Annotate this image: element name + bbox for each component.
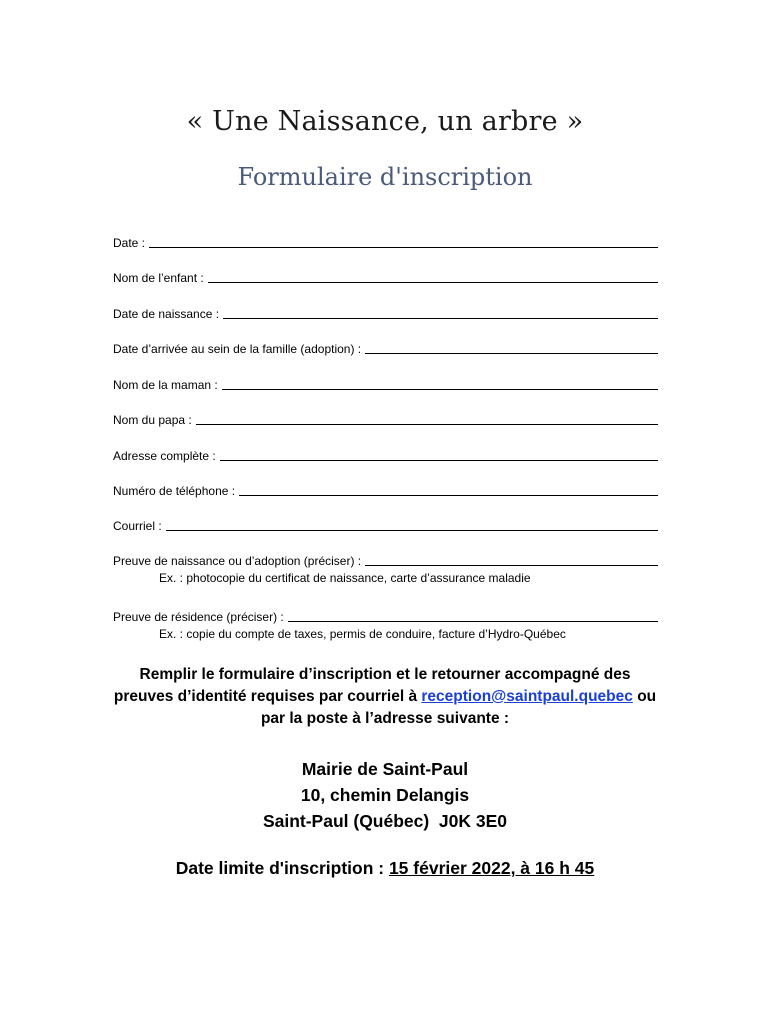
address-line-3: Saint-Paul (Québec) J0K 3E0 <box>262 811 508 831</box>
field-birth-date-line[interactable] <box>223 306 658 319</box>
field-residence-proof-label: Preuve de résidence (préciser) : <box>113 610 284 624</box>
field-arrival-date-line[interactable] <box>365 341 658 354</box>
example-residence-proof: Ex. : copie du compte de taxes, permis de conduire, facture d’Hydro-Québec <box>159 627 566 641</box>
instructions-line-3: par la poste à l’adresse suivante : <box>260 710 510 727</box>
field-email-line[interactable] <box>166 518 658 531</box>
email-link[interactable]: reception@saintpaul.quebec <box>421 688 633 705</box>
field-phone-label: Numéro de téléphone : <box>113 484 236 498</box>
field-date-line[interactable] <box>149 235 658 248</box>
field-birth-proof-label: Preuve de naissance ou d’adoption (préciser) : <box>113 554 362 568</box>
mailing-address <box>0 756 770 834</box>
field-birth-date <box>113 303 658 321</box>
field-address <box>113 445 658 463</box>
field-residence-proof-line[interactable] <box>288 609 658 622</box>
field-email-label: Courriel : <box>113 519 162 533</box>
form-subtitle: Formulaire d'inscription <box>237 163 533 191</box>
field-phone <box>113 480 658 498</box>
instructions-line-1: Remplir le formulaire d’inscription et le retourner accompagné des <box>139 666 631 683</box>
field-mother-name-line[interactable] <box>222 377 658 390</box>
field-date-label: Date : <box>113 236 146 250</box>
deadline-label: Date limite d'inscription : <box>175 858 389 878</box>
field-address-label: Adresse complète : <box>113 449 216 463</box>
field-arrival-date <box>113 338 658 356</box>
field-email <box>113 515 658 533</box>
field-arrival-date-label: Date d’arrivée au sein de la famille (adoption) : <box>113 342 362 356</box>
field-birth-proof-line[interactable] <box>365 553 658 566</box>
submission-instructions <box>60 664 710 730</box>
address-line-2: 10, chemin Delangis <box>300 785 470 805</box>
field-phone-line[interactable] <box>239 483 658 496</box>
field-mother-name <box>113 374 658 392</box>
form-title: « Une Naissance, un arbre » <box>186 106 584 137</box>
field-birth-date-label: Date de naissance : <box>113 307 220 321</box>
registration-deadline <box>0 858 770 879</box>
field-father-name-label: Nom du papa : <box>113 413 192 427</box>
field-residence-proof <box>113 606 658 624</box>
field-child-name-label: Nom de l’enfant : <box>113 271 204 285</box>
field-father-name <box>113 409 658 427</box>
field-date <box>113 232 658 250</box>
instructions-line-2-start: preuves d’identité requises par courriel à <box>113 688 422 705</box>
example-birth-proof: Ex. : photocopie du certificat de naissance, carte d’assurance maladie <box>159 571 531 585</box>
field-child-name <box>113 267 658 285</box>
field-mother-name-label: Nom de la maman : <box>113 378 218 392</box>
field-address-line[interactable] <box>220 448 658 461</box>
address-line-1: Mairie de Saint-Paul <box>301 759 469 779</box>
field-father-name-line[interactable] <box>196 412 658 425</box>
instructions-line-2-end: ou <box>632 688 657 705</box>
instructions-line-2 <box>60 686 710 708</box>
field-child-name-line[interactable] <box>208 270 658 283</box>
field-birth-proof <box>113 550 658 568</box>
deadline-date: 15 février 2022, à 16 h 45 <box>388 858 595 878</box>
